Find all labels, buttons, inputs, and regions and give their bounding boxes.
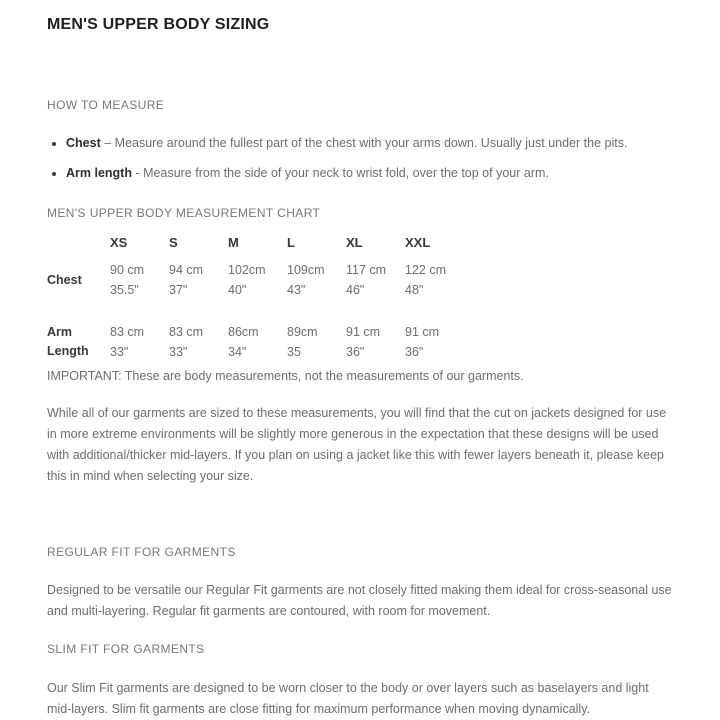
inch-value: 48" bbox=[405, 283, 424, 297]
measurement-cell bbox=[405, 322, 464, 362]
cm-value: 86cm bbox=[228, 325, 259, 339]
measure-separator: - bbox=[135, 166, 140, 180]
inch-value: 36" bbox=[405, 345, 424, 359]
measure-separator: – bbox=[104, 136, 112, 150]
measurement-chart-heading: MEN'S UPPER BODY MEASUREMENT CHART bbox=[47, 206, 321, 220]
arm-length-row bbox=[47, 322, 464, 362]
cm-value: 83 cm bbox=[169, 325, 204, 339]
inch-value: 43" bbox=[287, 283, 306, 297]
measure-instruction-item-arm-length bbox=[66, 166, 675, 180]
row-label-arm-length: Arm Length bbox=[47, 325, 89, 358]
cm-value: 94 cm bbox=[169, 263, 204, 277]
important-note: IMPORTANT: These are body measurements, not the measurements of our garments. bbox=[47, 369, 524, 383]
measurement-cell bbox=[287, 260, 346, 300]
regular-fit-paragraph: Designed to be versatile our Regular Fit garments are not closely fitted making them ideal for cross-seasonal use and multi-layering. Regular fit garments are contoured, with room for movement. bbox=[47, 583, 672, 618]
cm-value: 90 cm bbox=[110, 263, 145, 277]
cm-value: 122 cm bbox=[405, 263, 446, 277]
measurement-cell bbox=[110, 260, 169, 300]
cm-value: 91 cm bbox=[405, 325, 440, 339]
size-column-header-m: M bbox=[228, 235, 239, 250]
cm-value: 83 cm bbox=[110, 325, 145, 339]
header-spacer-cell bbox=[47, 236, 110, 260]
size-column-header-l: L bbox=[287, 235, 295, 250]
inch-value: 35.5" bbox=[110, 283, 139, 297]
sizing-note-paragraph: While all of our garments are sized to these measurements, you will find that the cut on jackets designed for use in more extreme environments will be slightly more generous in the expectation that these designs will be used with additional/thicker mid-layers. If you plan on using a jacket like this with fewer layers beneath it, please keep this in mind when selecting your size. bbox=[47, 406, 667, 483]
size-column-header-xxl: XXL bbox=[405, 235, 431, 250]
cm-value: 117 cm bbox=[346, 263, 387, 277]
how-to-measure-heading: HOW TO MEASURE bbox=[47, 98, 165, 112]
measurement-cell bbox=[405, 260, 464, 300]
measurement-cell bbox=[287, 322, 346, 362]
table-spacer-row bbox=[47, 300, 464, 322]
inch-value: 46" bbox=[346, 283, 365, 297]
measure-instructions-list bbox=[47, 136, 675, 180]
chest-row bbox=[47, 260, 464, 300]
inch-value: 34" bbox=[228, 345, 247, 359]
regular-fit-heading: REGULAR FIT FOR GARMENTS bbox=[47, 545, 236, 559]
measure-term: Arm length bbox=[66, 166, 132, 180]
inch-value: 35 bbox=[287, 345, 301, 359]
size-header-row bbox=[47, 236, 464, 260]
cm-value: 102cm bbox=[228, 263, 266, 277]
inch-value: 33" bbox=[110, 345, 129, 359]
measure-term: Chest bbox=[66, 136, 101, 150]
measurement-cell bbox=[169, 260, 228, 300]
measure-description: Measure from the side of your neck to wrist fold, over the top of your arm. bbox=[143, 166, 549, 180]
size-column-header-xl: XL bbox=[346, 235, 363, 250]
cm-value: 91 cm bbox=[346, 325, 381, 339]
inch-value: 36" bbox=[346, 345, 365, 359]
measure-instruction-item-chest bbox=[66, 136, 675, 150]
inch-value: 40" bbox=[228, 283, 247, 297]
measurement-cell bbox=[228, 322, 287, 362]
size-column-header-s: S bbox=[169, 235, 178, 250]
row-label-chest: Chest bbox=[47, 272, 82, 287]
size-column-header-xs: XS bbox=[110, 235, 128, 250]
cm-value: 109cm bbox=[287, 263, 325, 277]
measurement-cell bbox=[346, 260, 405, 300]
slim-fit-heading: SLIM FIT FOR GARMENTS bbox=[47, 642, 205, 656]
cm-value: 89cm bbox=[287, 325, 318, 339]
measure-description: Measure around the fullest part of the chest with your arms down. Usually just under the pits. bbox=[114, 136, 628, 150]
measurement-cell bbox=[228, 260, 287, 300]
inch-value: 33" bbox=[169, 345, 188, 359]
measurement-cell bbox=[110, 322, 169, 362]
inch-value: 37" bbox=[169, 283, 188, 297]
measurement-cell bbox=[169, 322, 228, 362]
page-title: MEN'S UPPER BODY SIZING bbox=[47, 16, 270, 33]
measurement-cell bbox=[346, 322, 405, 362]
measurement-table bbox=[47, 236, 464, 362]
slim-fit-paragraph: Our Slim Fit garments are designed to be worn closer to the body or over layers such as baselayers and light mid-layers. Slim fit garments are close fitting for maximum performance when moving dynamically. bbox=[47, 681, 649, 716]
